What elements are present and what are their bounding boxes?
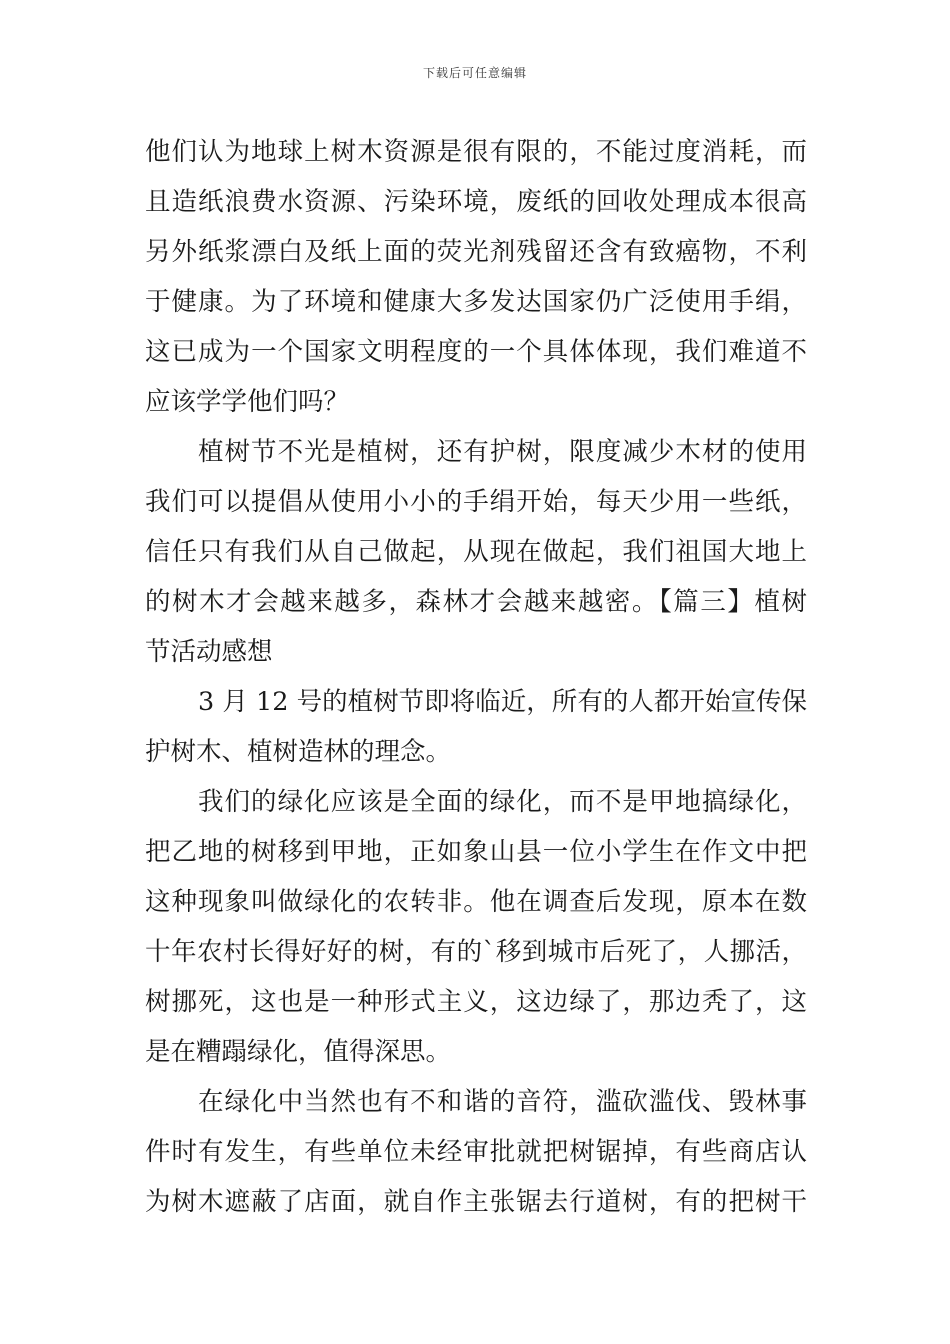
text-line: 为树木遮蔽了店面，就自作主张锯去行道树，有的把树干 — [145, 1187, 807, 1217]
text-line: 是在糟蹋绿化，值得深思。 — [145, 1037, 452, 1067]
text-line: 信任只有我们从自己做起，从现在做起，我们祖国大地上 — [145, 537, 807, 567]
paragraph — [145, 777, 807, 1077]
text-line: 我们的绿化应该是全面的绿化，而不是甲地搞绿化， — [198, 787, 807, 817]
text-line: 护树木、植树造林的理念。 — [145, 737, 452, 767]
text-line: 十年农村长得好好的树，有的`移到城市后死了，人挪活， — [145, 937, 807, 967]
page-header: 下载后可任意编辑 — [422, 66, 527, 80]
body-text — [145, 127, 807, 1227]
text-line: 应该学学他们吗？ — [145, 387, 350, 417]
text-line: 另外纸浆漂白及纸上面的荧光剂残留还含有致癌物，不利 — [145, 237, 807, 267]
paragraph — [145, 127, 807, 427]
paragraph — [145, 427, 807, 677]
text-line: 把乙地的树移到甲地，正如象山县一位小学生在作文中把 — [145, 837, 807, 867]
text-line: 植树节不光是植树，还有护树，限度减少木材的使用 — [198, 437, 807, 467]
text-line: 在绿化中当然也有不和谐的音符，滥砍滥伐、毁林事 — [198, 1087, 807, 1117]
text-line: 的树木才会越来越多，森林才会越来越密。【篇三】植树 — [145, 587, 807, 617]
text-line: 件时有发生，有些单位未经审批就把树锯掉，有些商店认 — [145, 1137, 807, 1167]
paragraph — [145, 677, 807, 777]
text-line: 这种现象叫做绿化的农转非。他在调查后发现，原本在数 — [145, 887, 807, 917]
text-line: 这已成为一个国家文明程度的一个具体体现，我们难道不 — [145, 337, 807, 367]
text-line: 且造纸浪费水资源、污染环境，废纸的回收处理成本很高 — [145, 187, 807, 217]
paragraph — [145, 1077, 807, 1227]
text-line: 树挪死，这也是一种形式主义，这边绿了，那边秃了，这 — [145, 987, 807, 1017]
text-line: 节活动感想 — [145, 637, 273, 667]
text-line: 他们认为地球上树木资源是很有限的，不能过度消耗，而 — [145, 137, 807, 167]
text-line: 于健康。为了环境和健康大多发达国家仍广泛使用手绢， — [145, 287, 807, 317]
text-line: 3 月 12 号的植树节即将临近，所有的人都开始宣传保 — [198, 687, 807, 717]
text-line: 我们可以提倡从使用小小的手绢开始，每天少用一些纸， — [145, 487, 807, 517]
